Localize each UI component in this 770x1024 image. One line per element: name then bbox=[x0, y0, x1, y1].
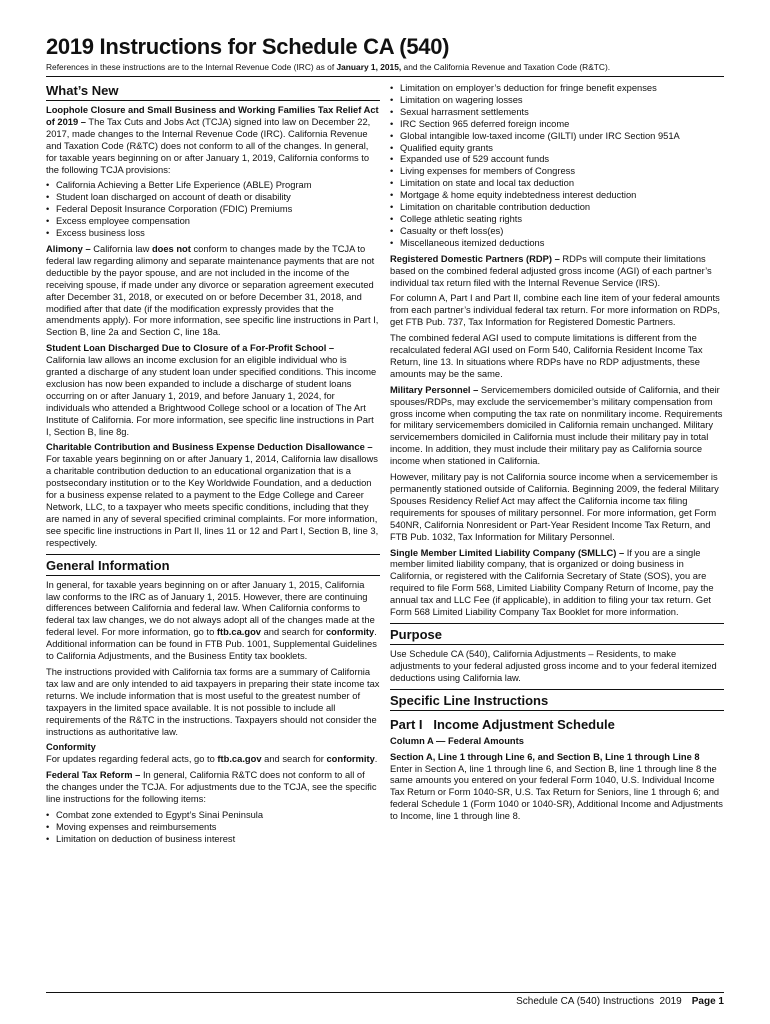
tcja-provisions-list bbox=[46, 180, 380, 240]
rdp-head: Registered Domestic Partners (RDP) – bbox=[390, 253, 560, 264]
smllc-body: If you are a single member limited liability company, that is organized or doing business in California, or registered with the California Secretary of State (SOS), you are required to file Form 568, Limited Liability Company Return of Income, pay the annual tax and LLC Fee (if applicable), in addition to filing your tax return. Get Form 568 Limited Liability Company Tax Booklet for more information. bbox=[390, 547, 714, 618]
rdp-paragraph-2: For column A, Part I and Part II, combine each line item of your federal amounts from each partner’s individual federal tax return. For more information on RDPs, get FTB Pub. 737, Tax Information for Registered Domestic Partners. bbox=[390, 293, 720, 328]
student-loan-paragraph bbox=[46, 343, 380, 438]
list-item: • Expanded use of 529 account funds bbox=[390, 154, 724, 166]
loophole-head: Loophole Closure and Small Business and Working Families Tax Relief Act of 2019 – bbox=[46, 105, 379, 127]
page-footer bbox=[46, 992, 724, 1007]
list-item: • Federal Deposit Insurance Corporation (FDIC) Premiums bbox=[46, 204, 380, 216]
reform-items-list-continued bbox=[390, 83, 724, 250]
charitable-body: For taxable years beginning on or after January 1, 2014, California law disallows a charitable contribution deduction to an educational organization that is a postsecondary institution or to the Key Worldwide Foundation, and a deduction for a business expense related to a payment to the Edge College and Career Network, LLC, to a taxpayer who meets specific conditions, including that they are named in any of several specified criminal complaints. For more information, see specific line instructions in Part II, lines 11 or 12 and Part I, Section B, line 3, respectively. bbox=[46, 454, 379, 548]
federal-tax-reform-paragraph bbox=[46, 770, 380, 806]
loophole-paragraph bbox=[46, 105, 380, 176]
conformity-text: . bbox=[374, 754, 378, 765]
footer-text: Schedule CA (540) Instructions 2019 bbox=[516, 996, 682, 1007]
section-a-body: Enter in Section A, line 1 through line 6, and Section B, line 1 through line 8 the same amounts you entered on your federal Form 1040, U.S. Individual Income Tax Return or Form 1040-SR, U.S. Tax Return for Seniors, line 1 through 6; and federal Schedule 1 (Form 1040 or 1040-SR), Additional Income and Adjustments to Income, line 1 through line 8. bbox=[390, 763, 723, 822]
list-item: • Student loan discharged on account of death or disability bbox=[46, 192, 380, 204]
list-item: • IRC Section 965 deferred foreign income bbox=[390, 119, 724, 131]
list-item: • Limitation on deduction of business interest bbox=[46, 834, 380, 846]
conformity-term: conformity bbox=[326, 754, 375, 765]
conformity-paragraph bbox=[46, 742, 380, 766]
list-item: • Casualty or theft loss(es) bbox=[390, 226, 724, 238]
conformity-term: conformity bbox=[325, 627, 375, 638]
list-item: • Miscellaneous itemized deductions bbox=[390, 238, 724, 250]
reform-items-list bbox=[46, 810, 380, 846]
list-item: • Excess employee compensation bbox=[46, 216, 380, 228]
list-item: • Moving expenses and reimbursements bbox=[46, 822, 380, 834]
list-item: • Limitation on wagering losses bbox=[390, 95, 724, 107]
list-item: • Limitation on employer’s deduction for fringe benefit expenses bbox=[390, 83, 724, 95]
charitable-head: Charitable Contribution and Business Expense Deduction Disallowance – bbox=[46, 442, 373, 453]
ftb-link[interactable]: ftb.ca.gov bbox=[216, 627, 262, 638]
general-text: and search for bbox=[261, 627, 326, 638]
federal-tax-reform-head: Federal Tax Reform – bbox=[46, 770, 141, 781]
conformity-text: and search for bbox=[261, 754, 327, 765]
column-a-head: Column A — Federal Amounts bbox=[390, 735, 524, 746]
section-a-head: Section A, Line 1 through Line 6, and Section B, Line 1 through Line 8 bbox=[390, 751, 700, 762]
general-text: In general, for taxable years beginning on or after January 1, 2015, California law conforms to the IRC as of January 1, 2015. However, there are continuing differences between California and federal law. When California conforms to federal tax law changes, we do not always adopt all of the changes made at the federal level. For more information, go to bbox=[46, 579, 375, 638]
alimony-head: Alimony – bbox=[46, 243, 91, 254]
content-columns bbox=[46, 83, 724, 850]
rdp-paragraph-3: The combined federal AGI used to compute limitations is different from the recalculated federal AGI used on Form 540, California Resident Income Tax Return, line 13. In situations where RDPs have no RDP adjustments, these amounts may be the same. bbox=[390, 333, 703, 379]
list-item: • Limitation on state and local tax deduction bbox=[390, 178, 724, 190]
list-item: • Qualified equity grants bbox=[390, 143, 724, 155]
alimony-pre: California law bbox=[90, 243, 152, 254]
general-paragraph-2: The instructions provided with California tax forms are a summary of California tax law and are only intended to aid taxpayers in preparing their state income tax returns. We include information that is most useful to the greatest number of taxpayers in the limited space available. It is not possible to include all requirements of the R&TC in the instructions. Taxpayers should not consider the instructions as authoritative law. bbox=[46, 666, 380, 737]
part-i-heading: Part I Income Adjustment Schedule bbox=[390, 716, 615, 732]
left-column bbox=[46, 83, 380, 850]
list-item: • Combat zone extended to Egypt’s Sinai Peninsula bbox=[46, 810, 380, 822]
military-body: Servicemembers domiciled outside of California, and their spouses/RDPs, may exclude the servicemember’s military compensation from gross income when computing the tax rate on nonmilitary income. Requirements for military servicemembers domiciled in California remain unchanged. Military servicemembers domiciled in California must include their military pay in total income. In addition, they must include their military pay as California source income when stationed in California. bbox=[390, 384, 723, 467]
list-item: • Sexual harrasment settlements bbox=[390, 107, 724, 119]
document-title: 2019 Instructions for Schedule CA (540) bbox=[46, 34, 450, 59]
references-note bbox=[46, 62, 724, 77]
military-paragraph bbox=[390, 385, 724, 468]
military-head: Military Personnel – bbox=[390, 384, 479, 395]
list-item: • Limitation on charitable contribution deduction bbox=[390, 202, 724, 214]
general-text: . Additional information can be found in FTB Pub. 1001, Supplemental Guidelines to California Adjustments, and the Business Entity tax booklets. bbox=[46, 627, 377, 662]
list-item: • Living expenses for members of Congress bbox=[390, 166, 724, 178]
alimony-emphasis: does not bbox=[151, 243, 191, 254]
student-loan-body: California law allows an income exclusion for an eligible individual who is granted a discharge of any student loan under specified conditions. This income exclusion has now been expanded to include a discharge of student loans occurring on or after January 1, 2019, and before January 1, 2024, for individuals who attended a Brightwood College school or a location of The Art Institute of California. For more information, see specific line instructions in Part I, Section B, line 8g. bbox=[46, 355, 377, 437]
charitable-paragraph bbox=[46, 442, 380, 549]
references-date: January 1, 2015, bbox=[336, 62, 402, 72]
loophole-body: The Tax Cuts and Jobs Act (TCJA) signed into law on December 22, 2017, made changes to the Internal Revenue Code (IRC). California Revenue and Taxation Code (R&TC) does not conform to all of the changes. In general, for taxable years beginning on or after January 1, 2019, California conforms to the following TCJA provisions: bbox=[46, 116, 371, 175]
list-item: • California Achieving a Better Life Experience (ABLE) Program bbox=[46, 180, 380, 192]
purpose-paragraph: Use Schedule CA (540), California Adjustments – Residents, to make adjustments to your federal adjusted gross income and to your federal itemized deductions using California law. bbox=[390, 648, 717, 683]
rdp-body: RDPs will compute their limitations based on the combined federal adjusted gross income (AGI) of each partner’s individual tax return filed with the Internal Revenue Service (IRS). bbox=[390, 253, 712, 288]
section-a-paragraph bbox=[390, 752, 724, 823]
conformity-head: Conformity bbox=[46, 742, 96, 753]
federal-tax-reform-body: In general, California R&TC does not conform to all of the changes under the TCJA. For adjustments due to the TCJA, see the specific line instructions for the following items: bbox=[46, 770, 377, 805]
general-information-heading: General Information bbox=[46, 554, 380, 576]
list-item: • Global intangible low-taxed income (GILTI) under IRC Section 951A bbox=[390, 131, 724, 143]
general-paragraph-1 bbox=[46, 580, 380, 663]
right-column bbox=[390, 83, 724, 850]
purpose-heading: Purpose bbox=[390, 623, 724, 645]
whats-new-heading: What’s New bbox=[46, 83, 380, 101]
references-text: References in these instructions are to the Internal Revenue Code (IRC) as of bbox=[46, 62, 337, 72]
list-item: • College athletic seating rights bbox=[390, 214, 724, 226]
rdp-paragraph bbox=[390, 254, 724, 290]
ftb-link[interactable]: ftb.ca.gov bbox=[217, 754, 262, 765]
column-a-heading bbox=[390, 736, 724, 748]
smllc-head: Single Member Limited Liability Company (SMLLC) – bbox=[390, 547, 625, 558]
references-text-end: and the California Revenue and Taxation Code (R&TC). bbox=[401, 62, 611, 72]
page-number: Page 1 bbox=[691, 996, 724, 1007]
conformity-text: For updates regarding federal acts, go to bbox=[46, 754, 218, 765]
alimony-body: conform to changes made by the TCJA to federal law regarding alimony and separate maintenance payments that are not deductible by the payor spouse, and are not included in the income of the receiving spouse, if made under any divorce or separation agreement executed after December 31, 2018, or executed on or before December 31, 2018, and modified after that date (if the modification expressly provides that the amendments apply). For more information, see specific line instructions in Part I, Section B, line 2a and Section C, line 18a. bbox=[46, 243, 379, 338]
alimony-paragraph bbox=[46, 244, 380, 339]
smllc-paragraph bbox=[390, 548, 724, 619]
military-paragraph-2: However, military pay is not California source income when a servicemember is permanently stationed outside of California. Beginning 2009, the federal Military Spouses Residency Relief Act may affect the California income tax filing requirements for spouses of military personnel. For more information, get Form 540NR, California Nonresident or Part-Year Resident Income Tax Return, and FTB Pub. 1032, Tax Information for Military Personnel. bbox=[390, 472, 719, 542]
student-loan-head: Student Loan Discharged Due to Closure of a For-Profit School – bbox=[46, 343, 335, 354]
list-item: • Excess business loss bbox=[46, 228, 380, 240]
specific-line-instructions-heading: Specific Line Instructions bbox=[390, 689, 724, 711]
list-item: • Mortgage & home equity indebtedness interest deduction bbox=[390, 190, 724, 202]
